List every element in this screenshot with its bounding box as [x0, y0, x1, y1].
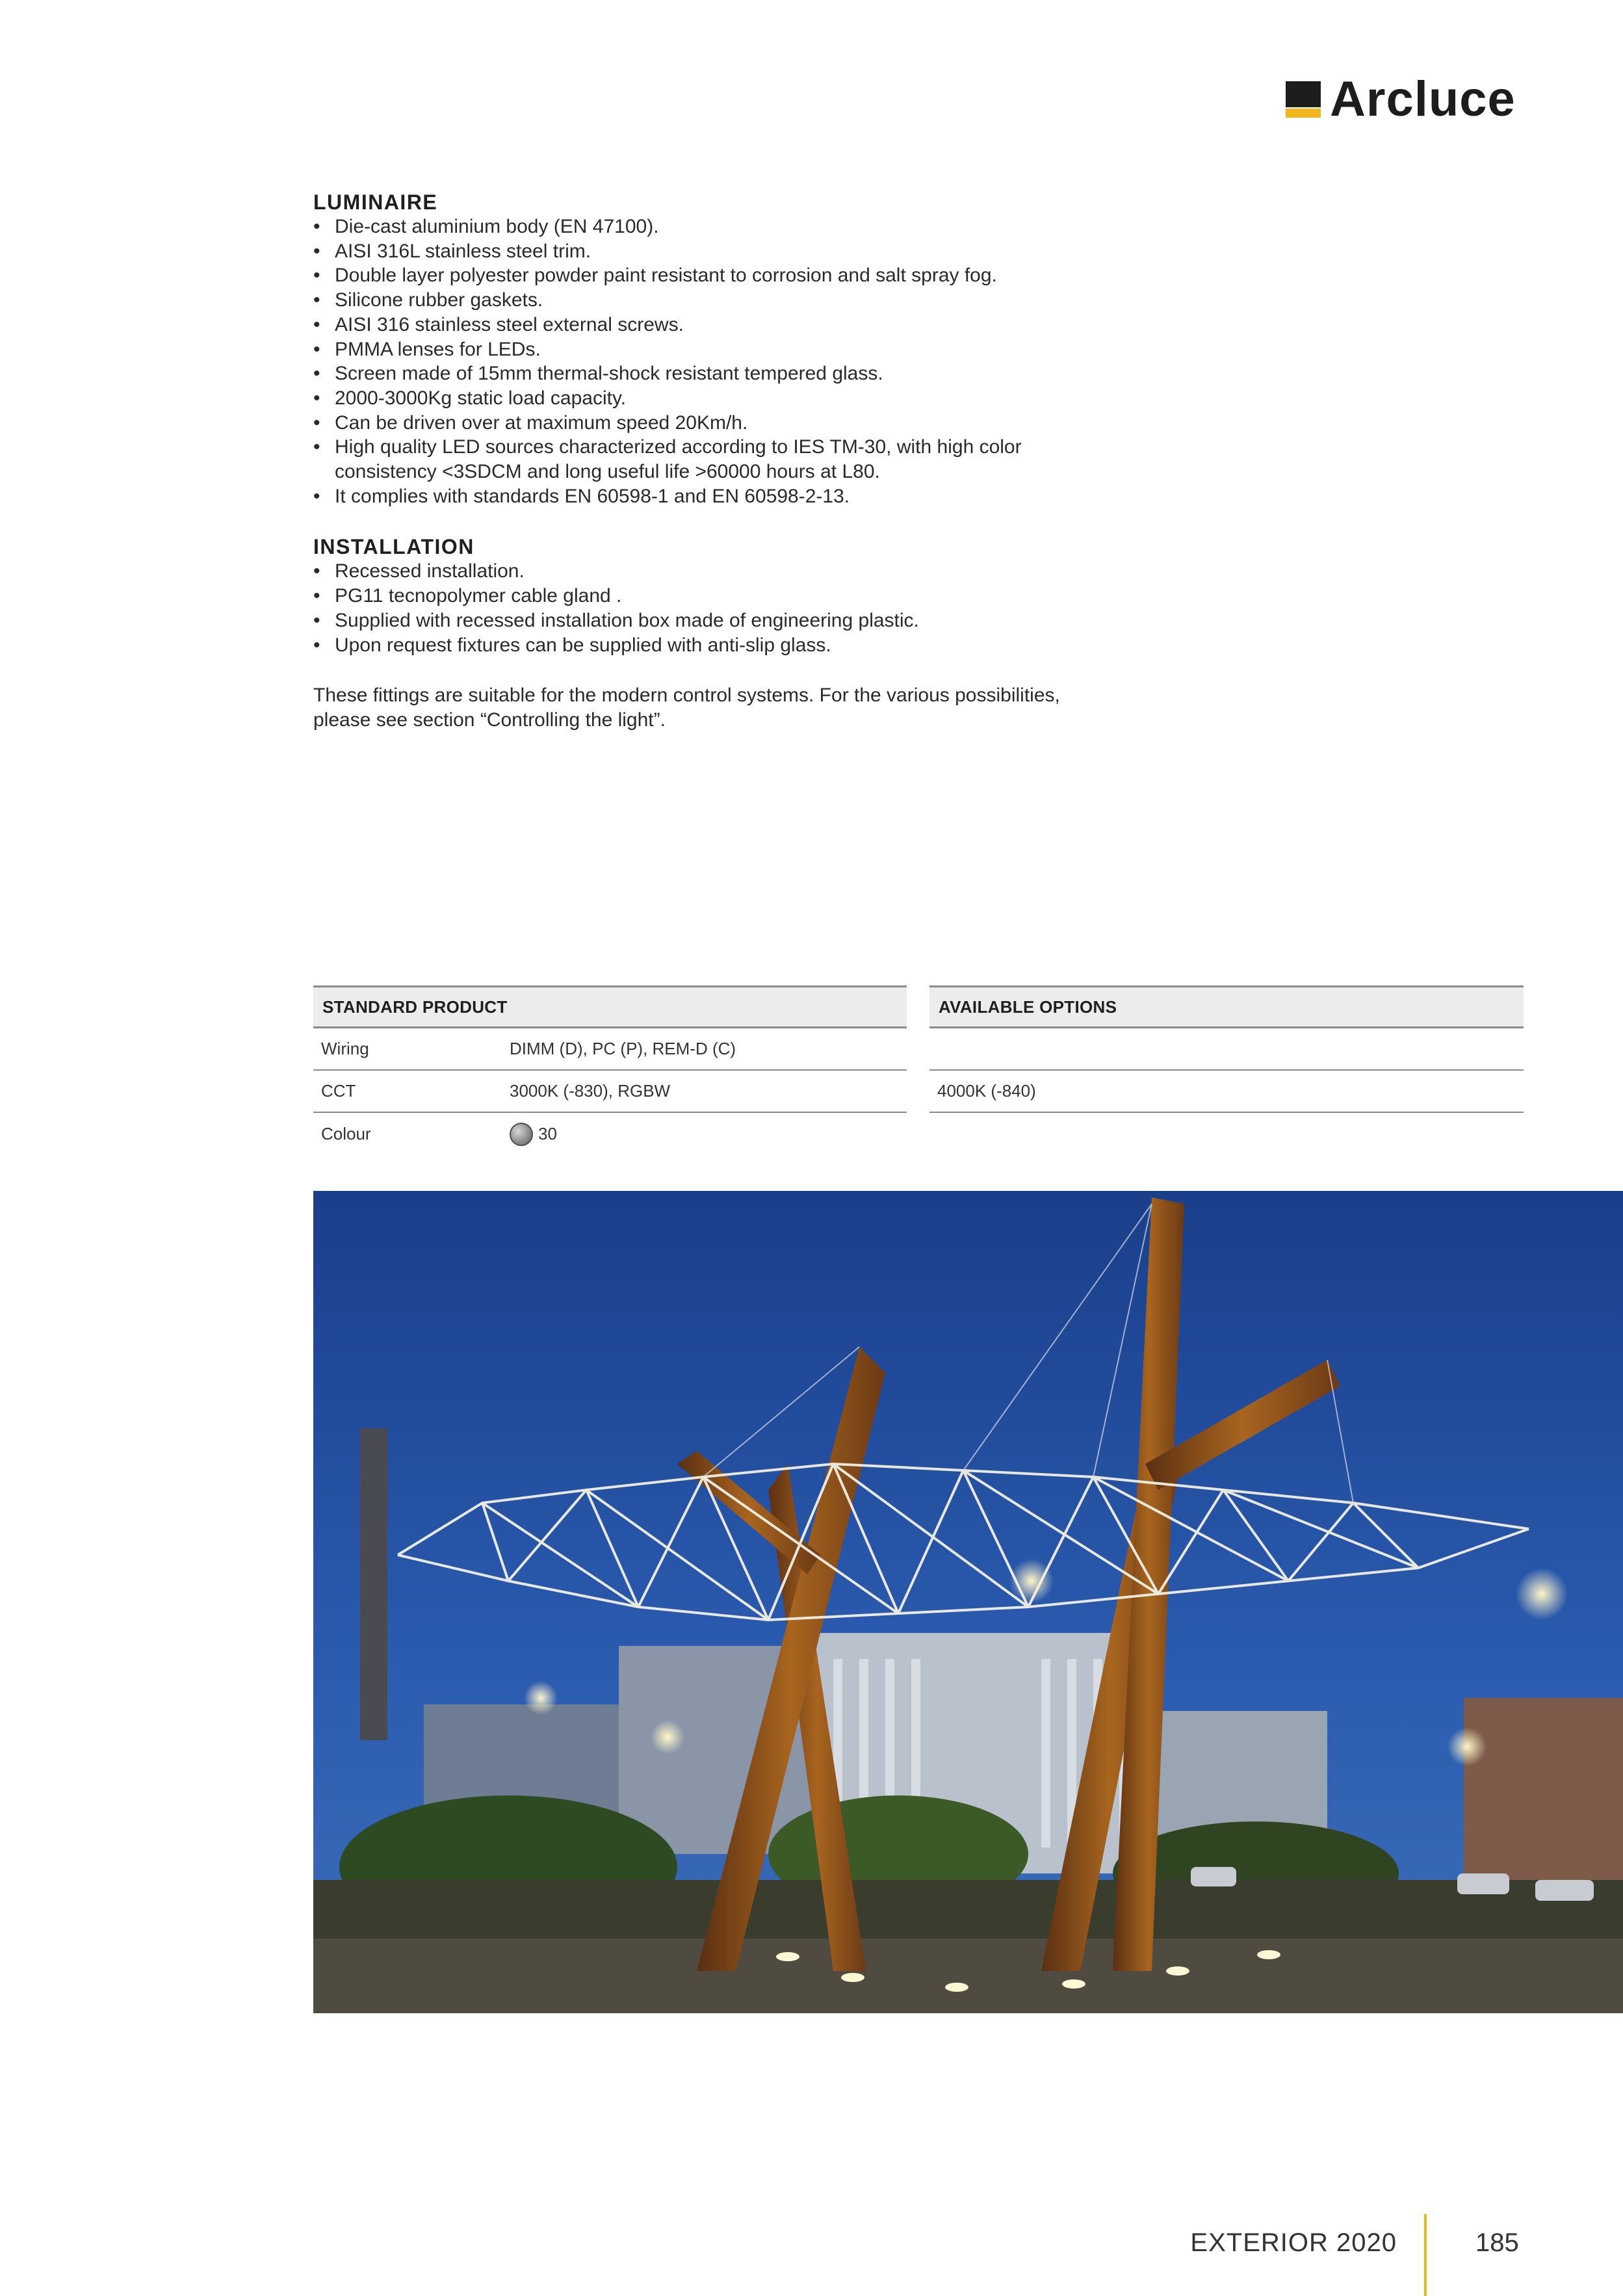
row-value: 4000K (-840) [937, 1081, 1036, 1101]
list-item: • High quality LED sources characterized according to IES TM-30, with high color consistency <3SDCM and long useful life >60000 hours at L80. [313, 435, 1067, 484]
list-item: • AISI 316 stainless steel external screws. [313, 313, 1158, 337]
table-row [929, 1071, 1524, 1113]
installation-list [313, 559, 1158, 657]
colour-swatch-icon [510, 1123, 533, 1146]
list-item: • PG11 tecnopolymer cable gland . [313, 584, 1158, 608]
row-value: 30 [538, 1124, 557, 1143]
table-row [313, 1028, 907, 1071]
row-value: DIMM (D), PC (P), REM-D (C) [510, 1039, 736, 1058]
control-note: These fittings are suitable for the modern control systems. For the various possibilities, please see section “Controlling the light”. [313, 685, 1060, 731]
list-item: • Upon request fixtures can be supplied with anti-slip glass. [313, 633, 1158, 658]
luminaire-list [313, 215, 1158, 508]
list-item: • Recessed installation. [313, 559, 1158, 584]
row-label: Colour [321, 1124, 371, 1143]
table-row [929, 1028, 1524, 1071]
table-row [313, 1071, 907, 1113]
list-item: • Double layer polyester powder paint resistant to corrosion and salt spray fog. [313, 263, 1158, 288]
night-sculpture-image [313, 1191, 1623, 2013]
row-label: CCT [321, 1081, 356, 1101]
page-number: 185 [1475, 2228, 1519, 2257]
row-value-cell [510, 1123, 557, 1146]
brand-logo [1286, 72, 1516, 127]
list-item: • Screen made of 15mm thermal-shock resistant tempered glass. [313, 361, 1158, 386]
list-item: • It complies with standards EN 60598-1 and EN 60598-2-13. [313, 484, 1158, 509]
table-row [313, 1113, 907, 1155]
luminaire-title: LUMINAIRE [313, 190, 438, 214]
logo-mark-icon [1286, 81, 1321, 118]
list-item: • Die-cast aluminium body (EN 47100). [313, 215, 1158, 239]
standard-product-table [313, 985, 907, 1155]
list-item: • Supplied with recessed installation box made of engineering plastic. [313, 608, 1158, 633]
footer-divider [1424, 2214, 1427, 2296]
brand-name: Arcluce [1330, 72, 1516, 127]
row-label: Wiring [321, 1039, 369, 1058]
available-options-table [929, 985, 1524, 1113]
table-header: STANDARD PRODUCT [313, 985, 907, 1028]
list-item: • PMMA lenses for LEDs. [313, 337, 1158, 362]
list-item: • 2000-3000Kg static load capacity. [313, 386, 1158, 411]
list-item: • Silicone rubber gaskets. [313, 288, 1158, 313]
list-item: • AISI 316L stainless steel trim. [313, 239, 1158, 264]
spec-text [313, 190, 1158, 733]
installation-title: INSTALLATION [313, 535, 474, 559]
table-header: AVAILABLE OPTIONS [929, 985, 1524, 1028]
installation-photo [313, 1191, 1623, 2013]
list-item: • Can be driven over at maximum speed 20Km/h. [313, 411, 1158, 436]
row-value: 3000K (-830), RGBW [510, 1081, 671, 1101]
footer-section-title: EXTERIOR 2020 [1190, 2228, 1397, 2257]
